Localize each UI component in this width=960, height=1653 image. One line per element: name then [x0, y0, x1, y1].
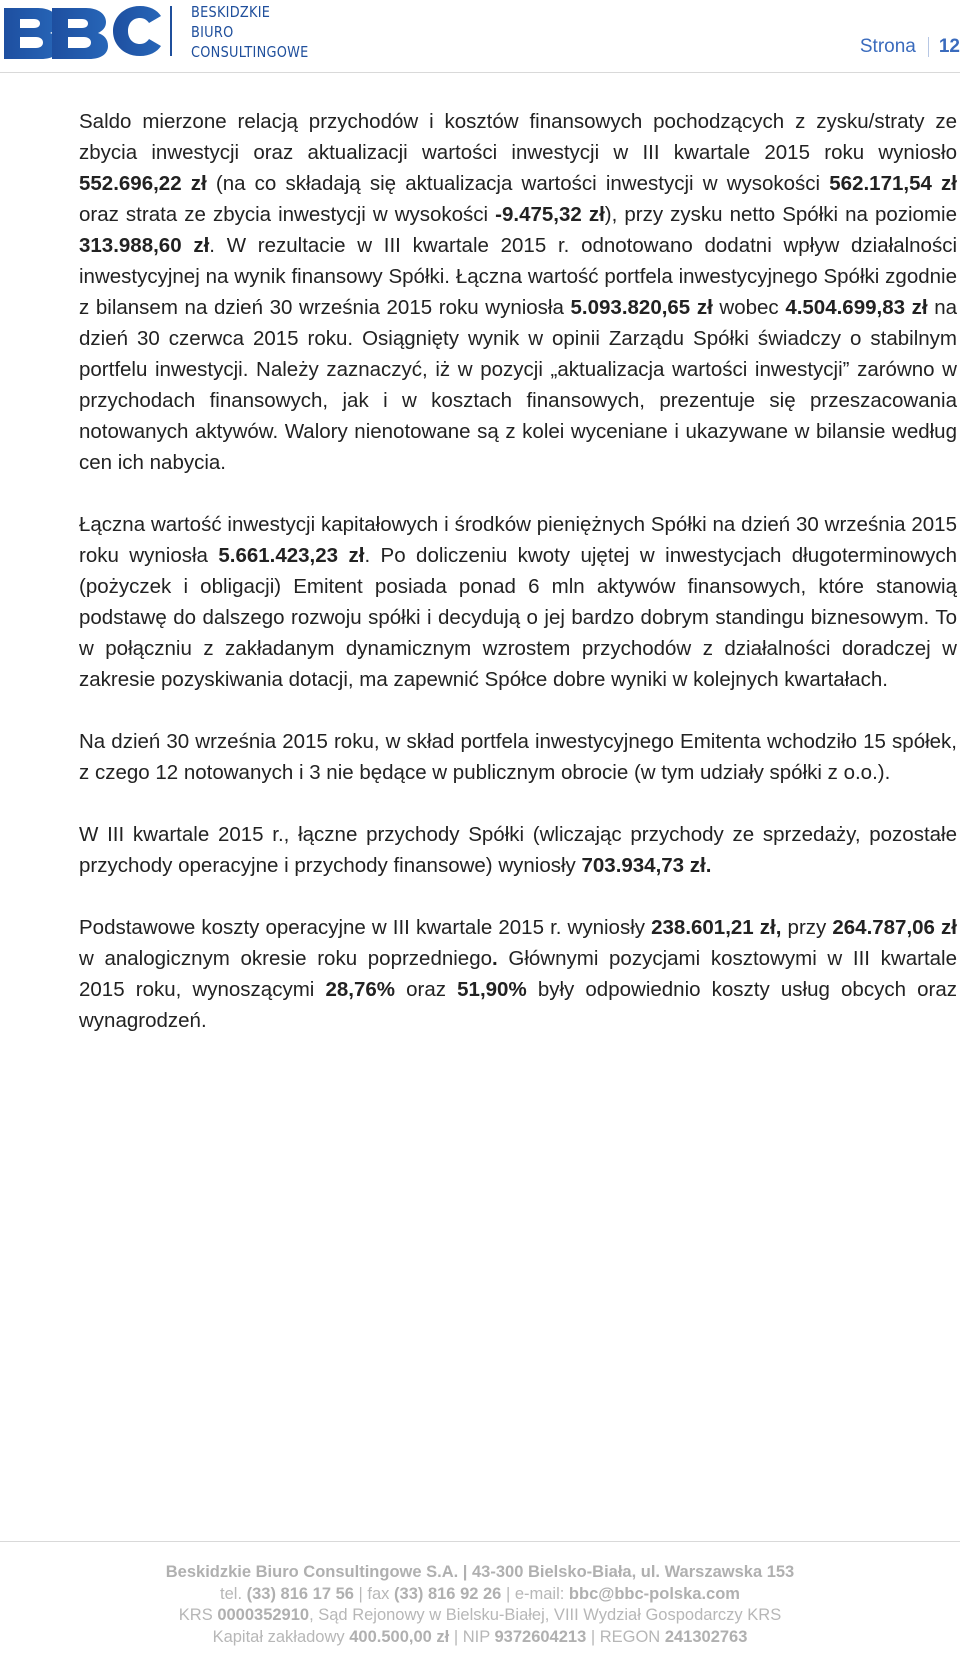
bold-text-run: 5.661.423,23 zł: [218, 544, 365, 567]
bold-text-run: Beskidzkie Biuro Consultingowe S.A. | 43-300 Bielsko-Biała, ul. Warszawska 153: [165, 1563, 795, 1581]
text-run: | e-mail:: [501, 1584, 569, 1603]
page-indicator: [860, 36, 960, 58]
bold-text-run: 51,90%: [457, 978, 527, 1001]
text-run: | REGON: [586, 1627, 665, 1646]
paragraph-capital-investments: [79, 509, 957, 695]
bold-text-run: 400.500,00 zł: [349, 1627, 450, 1646]
company-name-line: CONSULTINGOWE: [191, 43, 309, 61]
text-run: Saldo mierzone relacją przychodów i kosztów finansowych pochodzących z zysku/straty ze zbycia inwestycji oraz aktualizacji wartości inwestycji w III kwartale 2015 roku wyniosło: [79, 110, 957, 164]
bold-text-run: 562.171,54 zł: [829, 172, 957, 195]
text-run: | NIP: [449, 1627, 495, 1646]
bold-text-run: 552.696,22 zł: [79, 172, 207, 195]
svg-text:BBC: BBC: [0, 2, 3, 3]
paragraph-portfolio-composition: [79, 726, 957, 788]
text-run: Podstawowe koszty operacyjne w III kwartale 2015 r. wyniosły: [79, 916, 652, 939]
footer-address: [0, 1562, 960, 1584]
text-run: . W rezultacie w III kwartale 2015 r. odnotowano dodatni wpływ działalności inwestycyjnej na wynik finansowy Spółki. Łączna wartość portfela inwestycyjnego Spółki zgodnie z bilansem na dzień 30 września 2015 roku wyniosła: [79, 234, 958, 319]
bold-text-run: (33) 816 17 56: [246, 1584, 354, 1603]
text-run: oraz: [395, 978, 458, 1001]
bold-text-run: .: [492, 947, 498, 970]
footer-capital: [0, 1627, 960, 1649]
bold-text-run: 703.934,73 zł.: [581, 854, 712, 877]
page-separator: [928, 37, 929, 57]
text-run: oraz strata ze zbycia inwestycji w wysokości: [79, 203, 496, 226]
bold-text-run: 0000352910: [217, 1606, 310, 1624]
text-run: Na dzień 30 września 2015 roku, w skład portfela inwestycyjnego Emitenta wchodziło 15 spółek, z czego 12 notowanych i 3 nie będące w publicznym obrocie (w tym udziały spółki z o.o.).: [79, 730, 957, 784]
bold-text-run: 4.504.699,83 zł: [785, 296, 928, 319]
document-body: [79, 106, 957, 1067]
bbc-logo: [0, 2, 165, 65]
bold-text-run: 264.787,06 zł: [832, 916, 957, 939]
text-run: | fax: [353, 1584, 395, 1603]
bold-text-run: 28,76%: [325, 978, 395, 1001]
paragraph-revenue: [79, 819, 957, 881]
footer-contact: [0, 1584, 960, 1606]
text-run: przy: [781, 916, 833, 939]
text-run: wobec: [712, 296, 786, 319]
bold-text-run: 313.988,60 zł: [79, 234, 210, 257]
text-run: były odpowiednio koszty usług obcych oraz wynagrodzeń.: [79, 978, 957, 1032]
bold-text-run: 5.093.820,65 zł: [570, 296, 713, 319]
page-label: Strona: [859, 36, 916, 57]
bold-text-run: 238.601,21 zł,: [651, 916, 782, 939]
company-name: [191, 2, 328, 62]
text-run: Łączna wartość inwestycji kapitałowych i środków pieniężnych Spółki na dzień 30 września 2015 roku wyniosła: [79, 513, 957, 567]
footer-registry: [0, 1605, 960, 1627]
paragraph-costs: [79, 912, 957, 1036]
bold-text-run: -9.475,32 zł: [495, 203, 605, 226]
text-run: Głównymi pozycjami kosztowymi w III kwartale 2015 roku, wynoszącymi: [79, 947, 957, 1001]
text-run: , Sąd Rejonowy w Bielsku-Białej, VIII Wydział Gospodarczy KRS: [309, 1606, 782, 1624]
bold-text-run: 9372604213: [494, 1627, 587, 1646]
paragraph-investment-result: [79, 106, 957, 478]
text-run: KRS: [178, 1606, 218, 1624]
text-run: ), przy zysku netto Spółki na poziomie: [604, 203, 957, 226]
text-run: Kapitał zakładowy: [212, 1627, 350, 1646]
company-name-line: BIURO: [191, 23, 234, 41]
bold-text-run: 241302763: [664, 1627, 748, 1646]
page-header: [0, 0, 960, 73]
text-run: (na co składają się aktualizacja wartości inwestycji w wysokości: [206, 172, 830, 195]
text-run: w analogicznym okresie roku poprzedniego: [79, 947, 493, 970]
bold-text-run: (33) 816 92 26: [394, 1584, 502, 1603]
page-footer: [0, 1541, 960, 1648]
text-run: na dzień 30 czerwca 2015 roku. Osiągnięty wynik w opinii Zarządu Spółki świadczy o stabilnym portfelu inwestycji. Należy zaznaczyć, iż w pozycji „aktualizacja wartości inwestycji” zarówno w przychodach finansowych, jak i w kosztach finansowych, prezentuje się przeszacowania notowanych aktywów. Walory nienotowane są z kolei wyceniane i ukazywane w bilansie według cen ich nabycia.: [79, 296, 958, 474]
text-run: tel.: [220, 1584, 247, 1603]
text-run: W III kwartale 2015 r., łączne przychody Spółki (wliczając przychody ze sprzedaży, pozostałe przychody operacyjne i przychody finansowe) wyniosły: [79, 823, 957, 877]
logo-divider: [170, 6, 172, 56]
company-name-line: BESKIDZKIE: [191, 3, 271, 21]
text-run: . Po doliczeniu kwoty ujętej w inwestycjach długoterminowych (pożyczek i obligacji) Emitent posiada ponad 6 mln aktywów finansowych, które stanowią podstawę do dalszego rozwoju spółki i decydują o jej bardzo dobrym standingu biznesowym. To w połączniu z zakładanym dynamicznym wzrostem przychodów z działalności doradczej w zakresie pozyskiwania dotacji, ma zapewnić Spółce dobre wyniki w kolejnych kwartałach.: [79, 544, 958, 691]
page-number: 12: [938, 36, 960, 57]
bold-text-run: bbc@bbc-polska.com: [568, 1584, 740, 1603]
